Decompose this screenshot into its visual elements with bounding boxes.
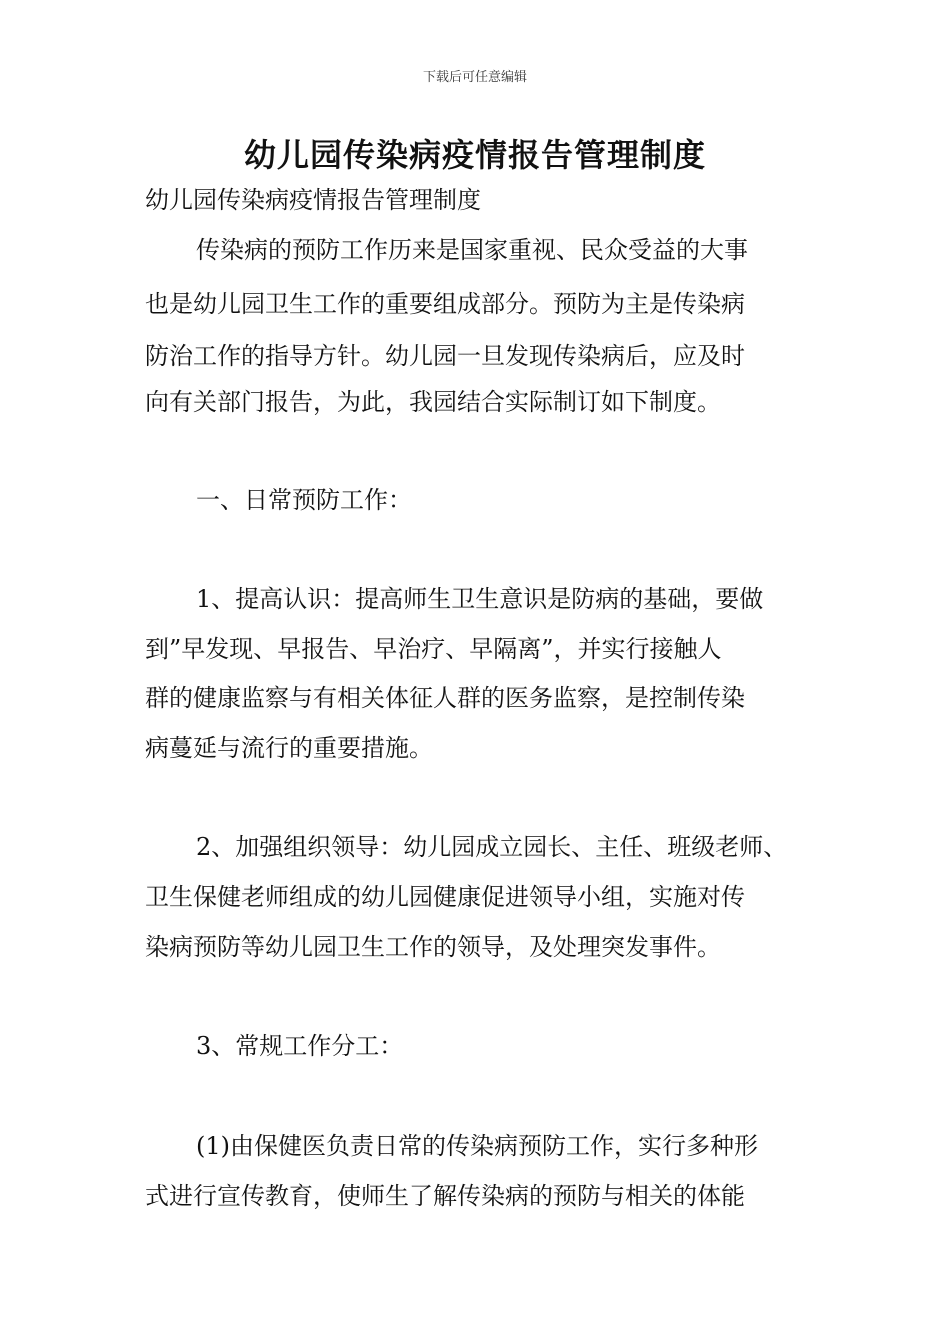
item-1-line-4: 病蔓延与流行的重要措施。 (145, 734, 433, 762)
item-1-line-1: 1、提高认识：提高师生卫生意识是防病的基础，要做 (196, 585, 764, 613)
document-title: 幼儿园传染病疫情报告管理制度 (243, 136, 706, 174)
page-header-note: 下载后可任意编辑 (422, 70, 527, 85)
intro-line-2: 也是幼儿园卫生工作的重要组成部分。预防为主是传染病 (145, 290, 745, 318)
item-3-1-line-1: (1)由保健医负责日常的传染病预防工作，实行多种形 (196, 1132, 758, 1160)
document-subtitle: 幼儿园传染病疫情报告管理制度 (145, 186, 481, 214)
item-2-line-3: 染病预防等幼儿园卫生工作的领导，及处理突发事件。 (145, 933, 721, 961)
intro-line-4: 向有关部门报告，为此，我园结合实际制订如下制度。 (145, 388, 721, 416)
item-3-1-line-2: 式进行宣传教育，使师生了解传染病的预防与相关的体能 (145, 1182, 745, 1210)
section-1-heading: 一、日常预防工作： (196, 486, 412, 514)
intro-line-3: 防治工作的指导方针。幼儿园一旦发现传染病后，应及时 (145, 342, 745, 370)
item-2-line-2: 卫生保健老师组成的幼儿园健康促进领导小组，实施对传 (145, 883, 745, 911)
item-2-line-1: 2、加强组织领导：幼儿园成立园长、主任、班级老师、 (196, 833, 788, 861)
item-1-line-3: 群的健康监察与有相关体征人群的医务监察，是控制传染 (145, 684, 745, 712)
intro-line-1: 传染病的预防工作历来是国家重视、民众受益的大事 (196, 236, 748, 264)
item-3-heading: 3、常规工作分工： (196, 1032, 404, 1060)
item-1-line-2: 到”早发现、早报告、早治疗、早隔离”，并实行接触人 (145, 635, 722, 663)
